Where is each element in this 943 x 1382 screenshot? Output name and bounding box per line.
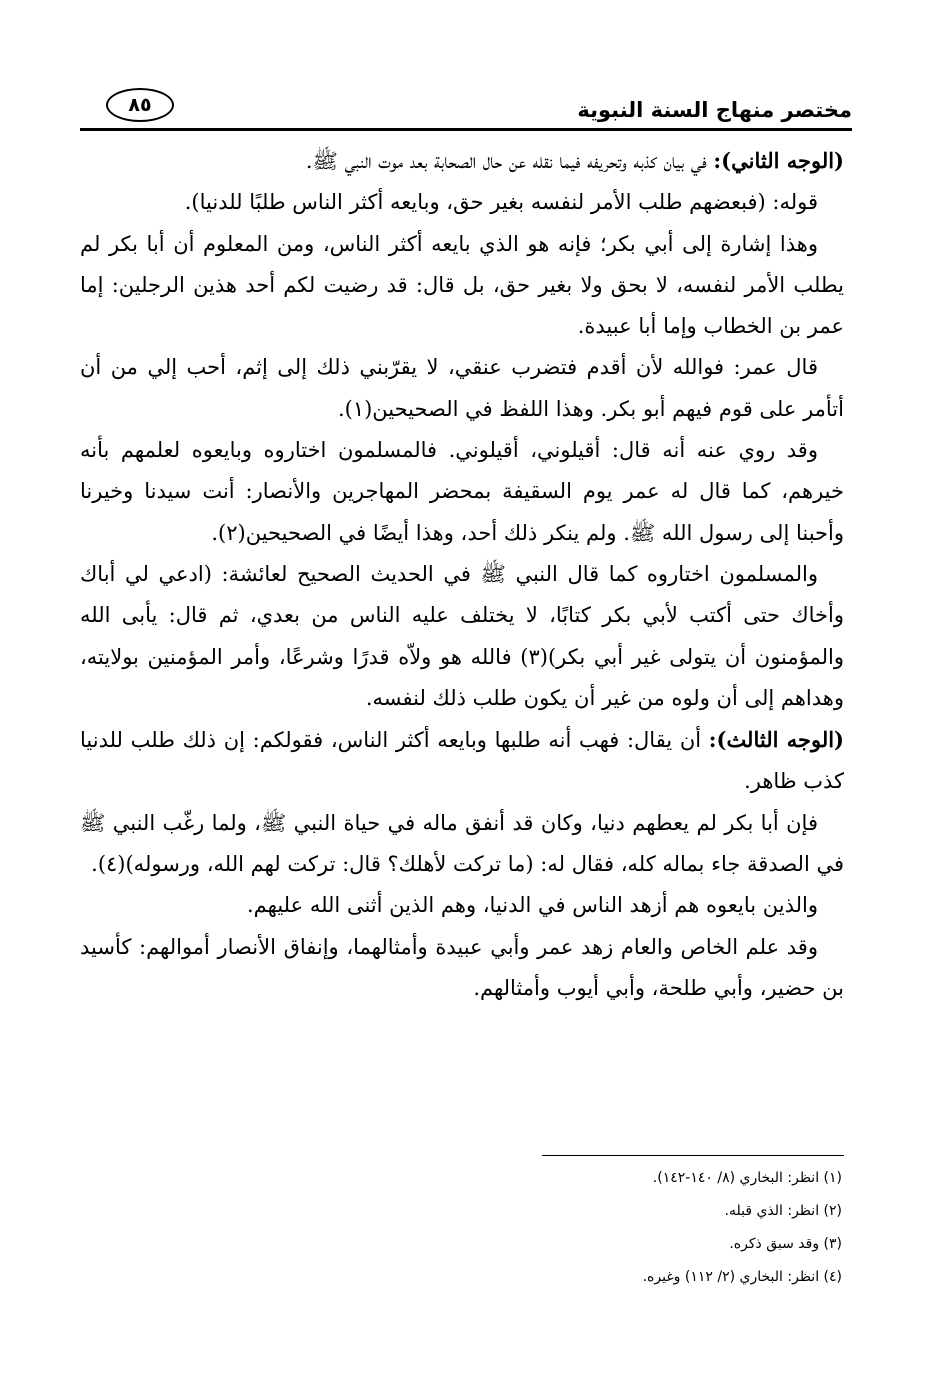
footnote-separator	[542, 1155, 844, 1156]
paragraph-2	[80, 182, 844, 223]
section-heading-second-aspect: (الوجه الثاني):	[713, 148, 844, 173]
footnote-4: (٤) انظر: البخاري (٢/ ١١٢) وغيره.	[642, 1269, 842, 1285]
paragraph-text: أن يقال: فهب أنه طلبها وبايعه أكثر الناس، فقولكم: إن ذلك طلب للدنيا كذب ظاهر.	[80, 728, 844, 794]
page-number: ٨٥	[106, 88, 174, 122]
book-title: مختصر منهاج السنة النبوية	[577, 98, 852, 122]
paragraph-text: قوله: (فبعضهم طلب الأمر لنفسه بغير حق، وبايعه أكثر الناس طلبًا للدنيا).	[184, 190, 818, 215]
paragraph-text: وقد علم الخاص والعام زهد عمر وأبي عبيدة وأمثالهما، وإنفاق الأنصار أموالهم: كأسيد بن حضير، وأبي طلحة، وأبي أيوب وأمثالهم.	[80, 934, 844, 1000]
paragraph-8	[80, 803, 844, 886]
page-header	[80, 88, 852, 130]
paragraph-7	[80, 719, 844, 803]
section-heading-third-aspect: (الوجه الثالث):	[708, 727, 844, 753]
paragraph-4	[80, 347, 844, 430]
paragraph-text: والذين بايعوه هم أزهد الناس في الدنيا، وهم الذين أثنى الله عليهم.	[247, 893, 818, 918]
paragraph-text: قال عمر: فوالله لأن أقدم فتضرب عنقي، لا يقرّبني ذلك إلى إثم، أحب إلي من أن أتأمر على قوم فيهم أبو بكر. وهذا اللفظ في الصحيحين(١).	[80, 355, 844, 421]
paragraph-3	[80, 224, 844, 348]
paragraph-10	[80, 927, 844, 1010]
footnote-1: (١) انظر: البخاري (٨/ ١٤٠-١٤٢).	[652, 1170, 842, 1186]
paragraph-5	[80, 430, 844, 554]
footnote-3: (٣) وقد سبق ذكره.	[729, 1236, 842, 1252]
paragraph-text: والمسلمون اختاروه كما قال النبي ﷺ في الحديث الصحيح لعائشة: (ادعي لي أباك وأخاك حتى أكتب لأبي بكر كتابًا، لا يختلف عليه الناس من بعدي، ثم قال: يأبى الله والمؤمنون أن يتولى غير أبي بكر)(٣) فالله هو ولاّه قدرًا وشرعًا، وأمر المؤمنين بولايته، وهداهم إلى أن ولوه من غير أن يكون طلب ذلك لنفسه.	[80, 561, 844, 710]
paragraph-1	[80, 140, 844, 182]
paragraph-text: فإن أبا بكر لم يعطهم دنيا، وكان قد أنفق ماله في حياة النبي ﷺ، ولما رغّب النبي ﷺ في الصدقة جاء بماله كله، فقال له: (ما تركت لأهلك؟ قال: تركت لهم الله، ورسوله)(٤).	[80, 810, 844, 877]
footnote-2: (٢) انظر: الذي قبله.	[724, 1203, 842, 1219]
footnotes	[400, 1162, 842, 1294]
paragraph-9	[80, 885, 844, 926]
paragraph-6	[80, 554, 844, 719]
main-text	[80, 140, 844, 1009]
paragraph-text: في بيان كذبه وتحريفه فيما نقله عن حال الصحابة بعد موت النبي ﷺ.	[305, 149, 714, 173]
paragraph-text: وهذا إشارة إلى أبي بكر؛ فإنه هو الذي بايعه أكثر الناس، ومن المعلوم أن أبا بكر لم يطلب الأمر لنفسه، لا بحق ولا بغير حق، بل قال: قد رضيت لكم أحد هذين الرجلين: إما عمر بن الخطاب وإما أبا عبيدة.	[80, 231, 844, 339]
paragraph-text: وقد روي عنه أنه قال: أقيلوني، أقيلوني. فالمسلمون اختاروه وبايعوه لعلمهم بأنه خيرهم، كما قال له عمر يوم السقيفة بمحضر المهاجرين والأنصار: أنت سيدنا وخيرنا وأحبنا إلى رسول الله ﷺ. ولم ينكر ذلك أحد، وهذا أيضًا في الصحيحين(٢).	[80, 438, 844, 545]
header-rule	[80, 128, 852, 131]
